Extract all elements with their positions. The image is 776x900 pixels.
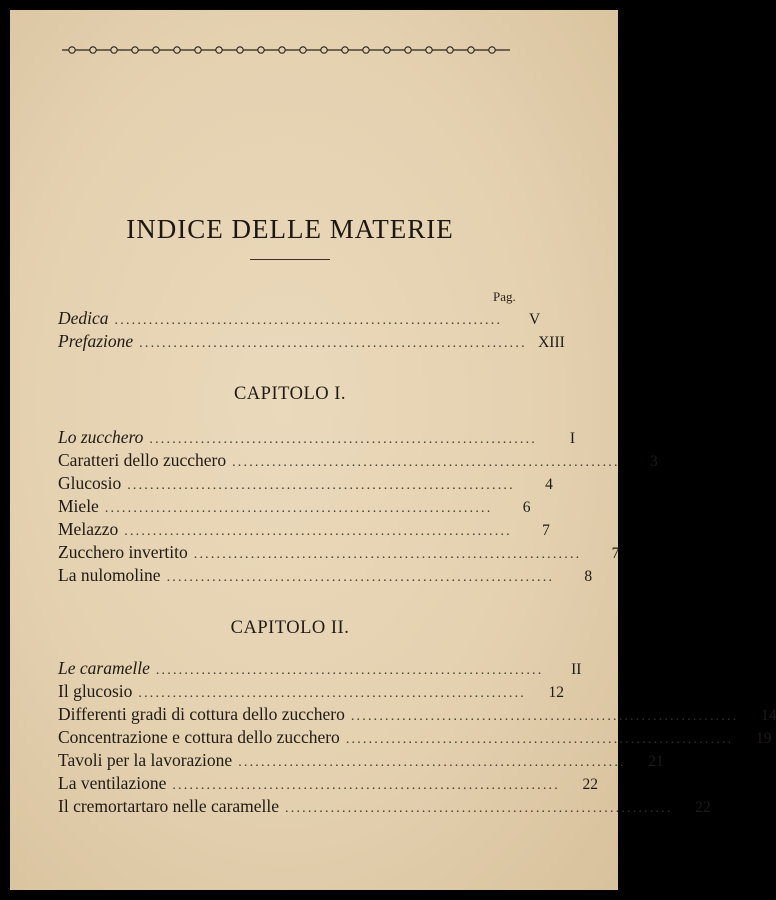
- toc-entry-label: Differenti gradi di cottura dello zucchero: [58, 704, 345, 724]
- leader-dots: ....................................................................: [166, 570, 555, 585]
- chapter-heading: CAPITOLO I.: [233, 384, 347, 404]
- toc-entry-label: Le caramelle: [58, 658, 150, 678]
- toc-entry-page: 7: [611, 545, 620, 562]
- toc-entry-page: 19: [755, 730, 772, 747]
- leader-dots: ....................................................................: [193, 547, 582, 562]
- toc-entry-label: Zucchero invertito: [58, 542, 188, 562]
- toc-entry: [58, 750, 664, 772]
- toc-entry: [58, 796, 711, 818]
- toc-entry-label: Prefazione: [58, 331, 134, 351]
- leader-dots: ....................................................................: [127, 478, 515, 493]
- toc-entry: [58, 773, 598, 795]
- toc-entry: [58, 308, 541, 330]
- leader-dots: ....................................................................: [232, 455, 620, 470]
- toc-entry-page: 22: [695, 799, 711, 816]
- toc-entry-page: 8: [584, 568, 593, 585]
- toc-entry-page: 4: [545, 476, 553, 493]
- leader-dots: ....................................................................: [149, 432, 537, 447]
- toc-entry-label: Tavoli per la lavorazione: [58, 750, 233, 770]
- toc-entry-page: II: [571, 661, 582, 678]
- toc-entry-label: Melazzo: [58, 519, 119, 539]
- chapter-heading: CAPITOLO II.: [230, 618, 350, 638]
- toc-entry-page: 21: [648, 753, 664, 770]
- toc-entry-page: 6: [522, 499, 531, 516]
- leader-dots: ....................................................................: [345, 732, 734, 747]
- toc-entry: [58, 658, 582, 680]
- leader-dots: ....................................................................: [139, 336, 527, 351]
- toc-entry-page: 12: [548, 684, 564, 701]
- toc-entry-page: 14: [760, 707, 776, 724]
- toc-entry-label: Concentrazione e cottura dello zucchero: [58, 727, 340, 747]
- leader-dots: ....................................................................: [172, 778, 560, 793]
- leader-dots: ....................................................................: [104, 501, 493, 516]
- leader-dots: ....................................................................: [124, 524, 512, 539]
- toc-entry: [58, 565, 593, 587]
- toc-entry-label: Miele: [58, 496, 99, 516]
- toc-entry-page: I: [569, 430, 575, 447]
- toc-entry: [58, 427, 575, 449]
- leader-dots: ....................................................................: [155, 663, 544, 678]
- leader-dots: ....................................................................: [350, 709, 739, 724]
- leader-dots: ....................................................................: [238, 755, 626, 770]
- toc-entry: [58, 450, 658, 472]
- toc-entry-label: Dedica: [58, 308, 109, 328]
- leader-dots: ....................................................................: [114, 313, 503, 328]
- leader-dots: ....................................................................: [138, 686, 526, 701]
- toc-entry-page: 3: [649, 453, 658, 470]
- toc-entry: [58, 519, 550, 541]
- toc-entry: [58, 704, 776, 726]
- leader-dots: ....................................................................: [285, 801, 673, 816]
- toc-entry-label: La ventilazione: [58, 773, 167, 793]
- toc-entry-label: Glucosio: [58, 473, 122, 493]
- title-divider: [250, 259, 330, 260]
- toc-entry-label: La nulomoline: [58, 565, 161, 585]
- toc-entry-label: Lo zucchero: [58, 427, 144, 447]
- toc-entry: [58, 496, 531, 518]
- toc-entry-page: 7: [542, 522, 550, 539]
- toc-entry-page: 22: [582, 776, 598, 793]
- toc-entry-label: Il cremortartaro nelle caramelle: [58, 796, 280, 816]
- page-title: INDICE DELLE MATERIE: [126, 214, 454, 244]
- toc-entry: [58, 727, 772, 749]
- toc-entry-page: V: [528, 311, 541, 328]
- toc-entry-label: Il glucosio: [58, 681, 133, 701]
- page-column-label: Pag.: [493, 289, 516, 304]
- toc-entry: [58, 473, 553, 495]
- ornament-border-icon: [62, 44, 510, 56]
- book-page: [10, 10, 776, 890]
- toc-entry-page: XIII: [538, 334, 565, 351]
- toc-entry: [58, 681, 564, 703]
- toc-entry-label: Caratteri dello zucchero: [58, 450, 227, 470]
- toc-entry: [58, 542, 620, 564]
- toc-entry: [58, 331, 565, 353]
